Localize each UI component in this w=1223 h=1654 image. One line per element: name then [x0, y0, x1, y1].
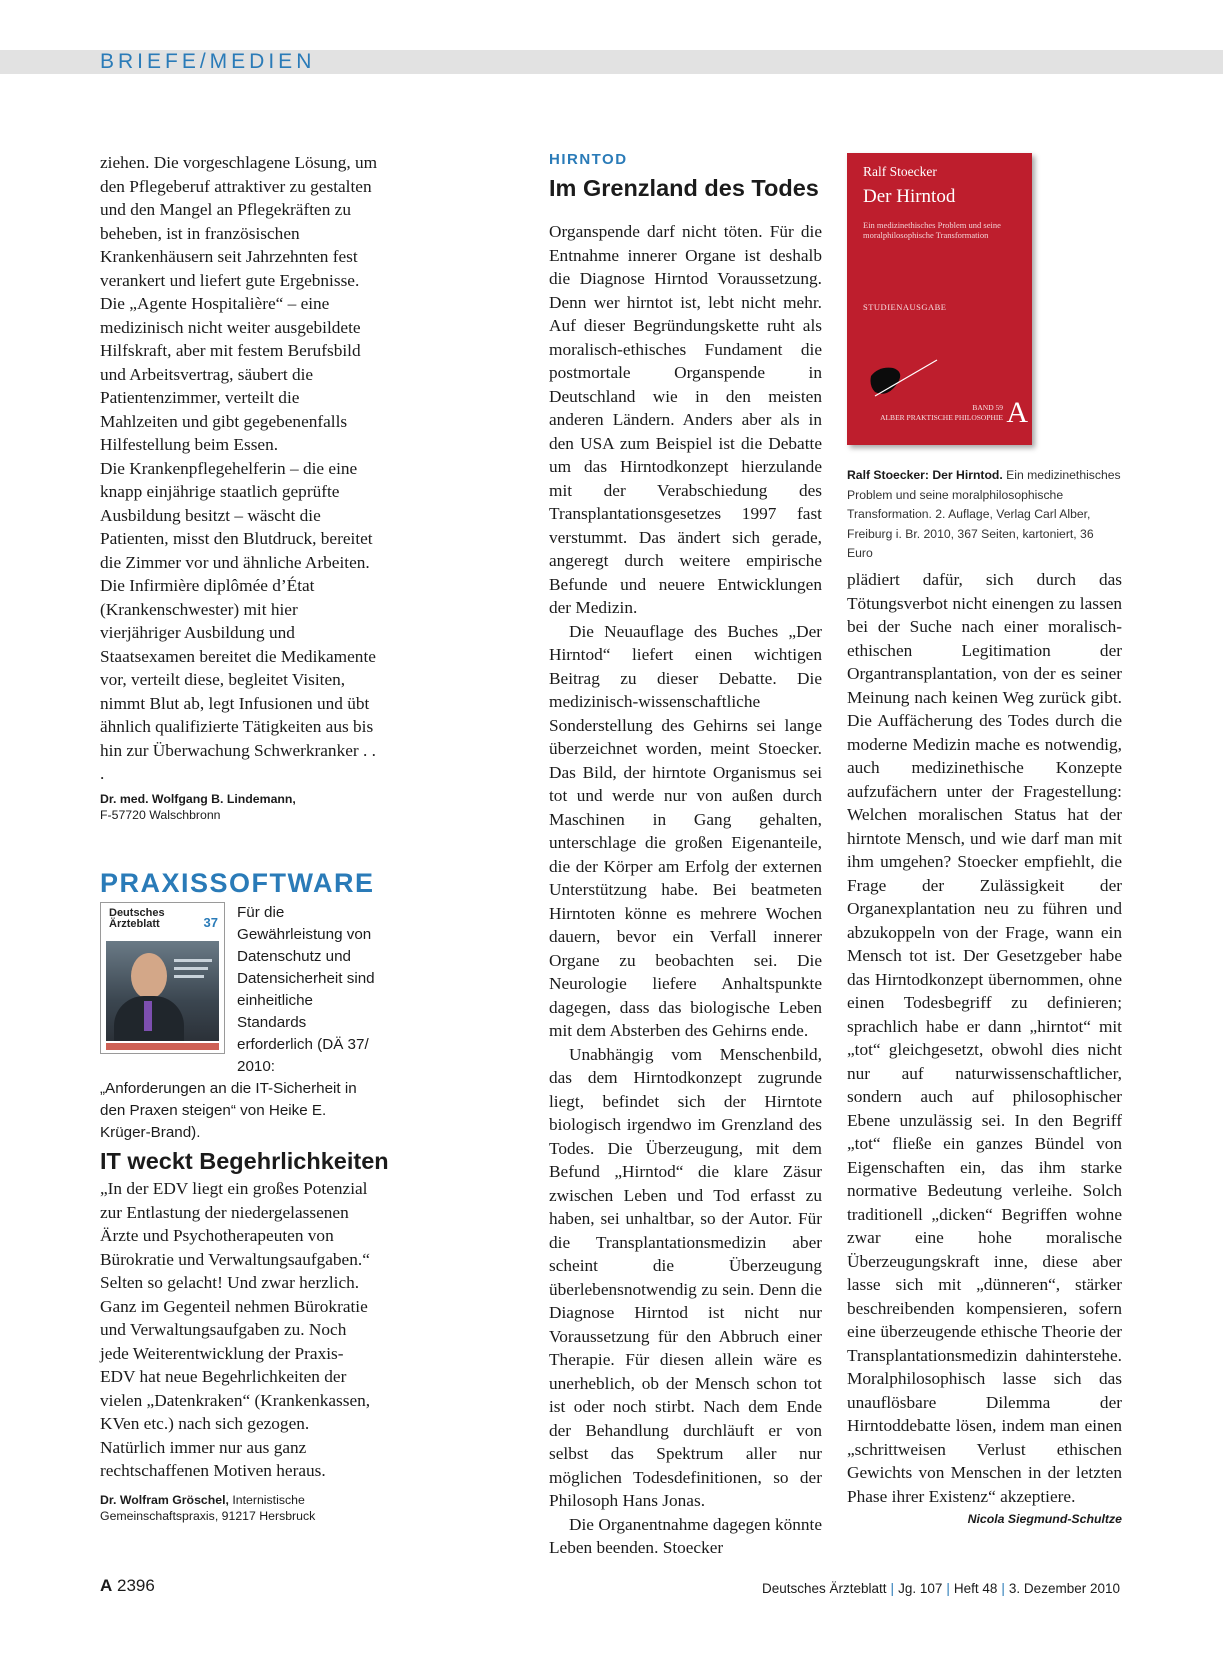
book-caption [847, 466, 1122, 564]
journal-footer: Deutsches Ärzteblatt | Jg. 107 | Heft 48 | 3. Dezember 2010 [761, 1581, 1120, 1596]
letter-paragraph: ziehen. Die vorgeschlagene Lösung, um den Pflegeberuf attraktiver zu gestalten und den Mangel an Pflegekräften zu beheben, ist in französischen Krankenhäusern seit Jahrzehnten fest verankert und liefert gute Ergebnisse. Die „Agente Hospitalière“ – eine medizinisch nicht weiter ausgebildete Hilfskraft, aber mit festem Berufsbild und Arbeitsvertrag, säubert die Patientenzimmer, verteilt die Mahlzeiten und gibt gegebenenfalls Hilfestellung beim Essen. [100, 153, 378, 454]
letter-author: Dr. Wolfram Gröschel, [100, 1492, 229, 1507]
praxis-text: Für die Gewährleistung von Datenschutz und Datensicherheit sind einheitliche Standards erforderlich (DÄ 37/ 2010: „Anforderungen an die IT-Sicherheit in den Praxen steigen“ von Heike E. Krüger-Brand). [100, 904, 375, 1141]
book-cover [847, 153, 1032, 445]
letter-affiliation: Internistische Gemeinschaftspraxis, 91217 Hersbruck [100, 1492, 316, 1523]
article-author: Nicola Siegmund-Schultze [967, 1512, 1122, 1526]
journal-date: 3. Dezember 2010 [1008, 1581, 1120, 1596]
article-paragraph: Die Neuauflage des Buches „Der Hirntod“ liefert einen wichtigen Beitrag zu dieser Debatte. Die medizinisch-wissenschaftliche Sonderstellung des Gehirns sei lange überzeichnet worden, meint Stoecker. Das Bild, der hirntote Organismus sei tot und werde nur von außen durch Maschinen in Gang gehalten, unterschlage die großen Eigenanteile, die der Körper am Erfolg der externen Unterstützung habe. Bei beatmeten Hirntoten könne es mehrere Wochen dauern, bevor ein Verfall innerer Organe zu beobachten sei. Die Neurologie liefere Anhaltspunkte dagegen, dass das biologische Leben mit dem Absterben des Gehirns ende. [549, 621, 822, 1040]
article-column-3 [847, 568, 1122, 1532]
magazine-cover-photo [106, 941, 219, 1041]
magazine-title: Deutsches Ärzteblatt [109, 907, 165, 930]
book-author: Ralf Stoecker [863, 164, 937, 179]
magazine-issue: 37 [203, 915, 218, 930]
article-headline: Im Grenzland des Todes [549, 175, 819, 201]
book-title: Der Hirntod [863, 186, 956, 207]
letter-lindemann [100, 151, 378, 823]
book-cover-brushstroke-icon [867, 358, 942, 400]
letter-author: Dr. med. Wolfgang B. Lindemann, [100, 791, 296, 806]
page-number: A 2396 [100, 1576, 155, 1595]
praxis-reference [100, 902, 378, 1144]
article-paragraph: plädiert dafür, sich durch das Tötungsverbot nicht einengen zu lassen bei der Suche nach einer moralisch-ethischen Legitimation der Organtransplantation, von der es seiner Meinung nach keinen Weg zurück gibt. Die Auffächerung des Todes durch die moderne Medizin mache es notwendig, auch medizinethische Konzepte aufzufächern unter der Fragestellung: Welchen moralischen Status hat der hirntote Mensch, und wie darf man mit ihm umgehen? Stoecker empfiehlt, die Frage der Zulässigkeit der Organexplantation neu zu führen und abzukoppeln von der Frage, wann ein Mensch tot ist. Der Gesetzgeber habe das Hirntodkonzept übernommen, ohne einen Todesbegriff zu definieren; sprachlich habe er dann „hirntot“ mit „tot“ gleichgesetzt, obwohl dies nicht nur auf naturwissenschaftlicher, sondern auch auf philosophischer Ebene unzulässig sei. In den Begriff „tot“ fließe ein ganzes Bündel von Eigenschaften ein, das ihm starke normative Bedeutung verleihe. Solch traditionell „dicken“ Begriffen wohne zwar eine hohe moralische Überzeugungskraft inne, diese aber lasse sich mit „dünneren“, stärker beschreibenden kompensieren, sofern eine überzeugende ethische Theorie der Transplantationsmedizin dahinterstehe. Moralphilosophisch lasse sich das unauflösbare Dilemma der Hirntoddebatte lösen, indem man einen „schrittweisen Verlust ethischen Gewichts von Menschen in der letzten Phase ihrer Existenz“ akzeptiere. Nicola Siegmund-Schultze [847, 568, 1122, 1508]
article-paragraph: Die Organentnahme dagegen könnte Leben beenden. Stoecker [549, 1514, 822, 1557]
journal-volume: Jg. 107 [898, 1581, 943, 1596]
journal-name: Deutsches Ärzteblatt [761, 1581, 887, 1596]
journal-issue: Heft 48 [953, 1581, 998, 1596]
book-subtitle: Ein medizinethisches Problem und seine moralphilosophische Transformation [863, 220, 1001, 240]
magazine-cover-thumbnail [100, 902, 225, 1054]
letter-signature [100, 1492, 378, 1524]
letter-body: „In der EDV liegt ein großes Potenzial zur Entlastung der niedergelassenen Ärzte und Psychotherapeuten von Bürokratie und Verwaltungsaufgaben.“ Selten so gelacht! Und zwar herzlich. Ganz im Gegenteil nehmen Bürokratie und Verwaltungsaufgaben zu. Noch jede Weiterentwicklung der Praxis-EDV hat neue Begehrlichkeiten der vielen „Datenkraken“ (Krankenkassen, KVen etc.) nach sich gezogen. Natürlich immer nur aus ganz rechtschaffenen Motiven heraus. [100, 1179, 371, 1480]
letter-place: F-57720 Walschbronn [100, 807, 221, 822]
book-edition: STUDIENAUSGABE [863, 302, 947, 312]
publisher-logo: A [1006, 396, 1028, 429]
letter-paragraph: Die Krankenpflegehelferin – die eine knapp einjährige staatlich geprüfte Ausbildung besitzt – wäscht die Patienten, misst den Blutdruck, bereitet die Zimmer vor und ähnliche Arbeiten. Die Infirmière diplômée d’État (Krankenschwester) mit hier vierjähriger Ausbildung und Staatsexamen bereitet die Medikamente vor, verteilt diese, begleitet Visiten, nimmt Blut ab, legt Infusionen und übt ähnlich qualifizierte Tätigkeiten aus bis hin zur Überwachung Schwerkranker . . . [100, 458, 376, 783]
article-paragraph: Unabhängig vom Menschenbild, das dem Hirntodkonzept zugrunde liegt, befindet sich der Hirntote biologisch irgendwo im Grenzland des Todes. Die Überzeugung, mit dem Befund „Hirntod“ die klare Zäsur zwischen Leben und Tod erfasst zu haben, sei unhaltbar, so der Autor. Für die Transplantationsmedizin aber scheint die Überzeugung überlebensnotwendig zu sein. Denn die Diagnose Hirntod ist nicht nur Voraussetzung für den Abbruch einer Therapie. Für diesen allein wäre es unerheblich, ob der Mensch schon tot ist oder noch stirbt. Nach dem Ende der Behandlung durchläuft er von selbst das Spektrum aller nur möglichen Todesdefinitionen, so der Philosoph Hans Jonas. [549, 1044, 822, 1510]
praxis-heading: PRAXISSOFTWARE [100, 868, 375, 898]
caption-title: Ralf Stoecker: Der Hirntod. [847, 468, 1003, 482]
article-column-2 [549, 220, 822, 1560]
letter-heading: IT weckt Begehrlichkeiten [100, 1148, 389, 1174]
section-title: BRIEFE/MEDIEN [100, 50, 316, 73]
caption-text: Ein medizinethisches Problem und seine moralphilosophische Transformation. 2. Auflage, Verlag Carl Alber, Freiburg i. Br. 2010, 367 Seiten, kartoniert, 36 Euro [847, 468, 1121, 560]
letter-groeschel [100, 1177, 378, 1524]
book-series: BAND 59 ALBER PRAKTISCHE PHILOSOPHIE [880, 403, 1003, 422]
article-kicker: HIRNTOD [549, 151, 628, 168]
article-paragraph: Organspende darf nicht töten. Für die Entnahme innerer Organe ist deshalb die Diagnose Hirntod Voraussetzung. Denn wer hirntot ist, lebt nicht mehr. Auf dieser Begründungskette ruht als moralisch-ethisches Fundament die postmortale Organspende in Deutschland wie in den meisten anderen Ländern. Anders aber als in den USA zum Beispiel ist die Debatte um das Hirntodkonzept hierzulande mit der Verabschiedung des Transplantationsgesetzes 1997 fast verstummt. Das ändert sich gerade, angeregt durch weitere empirische Befunde und neuere Entwicklungen der Medizin. [549, 222, 822, 617]
letter-signature [100, 791, 378, 823]
